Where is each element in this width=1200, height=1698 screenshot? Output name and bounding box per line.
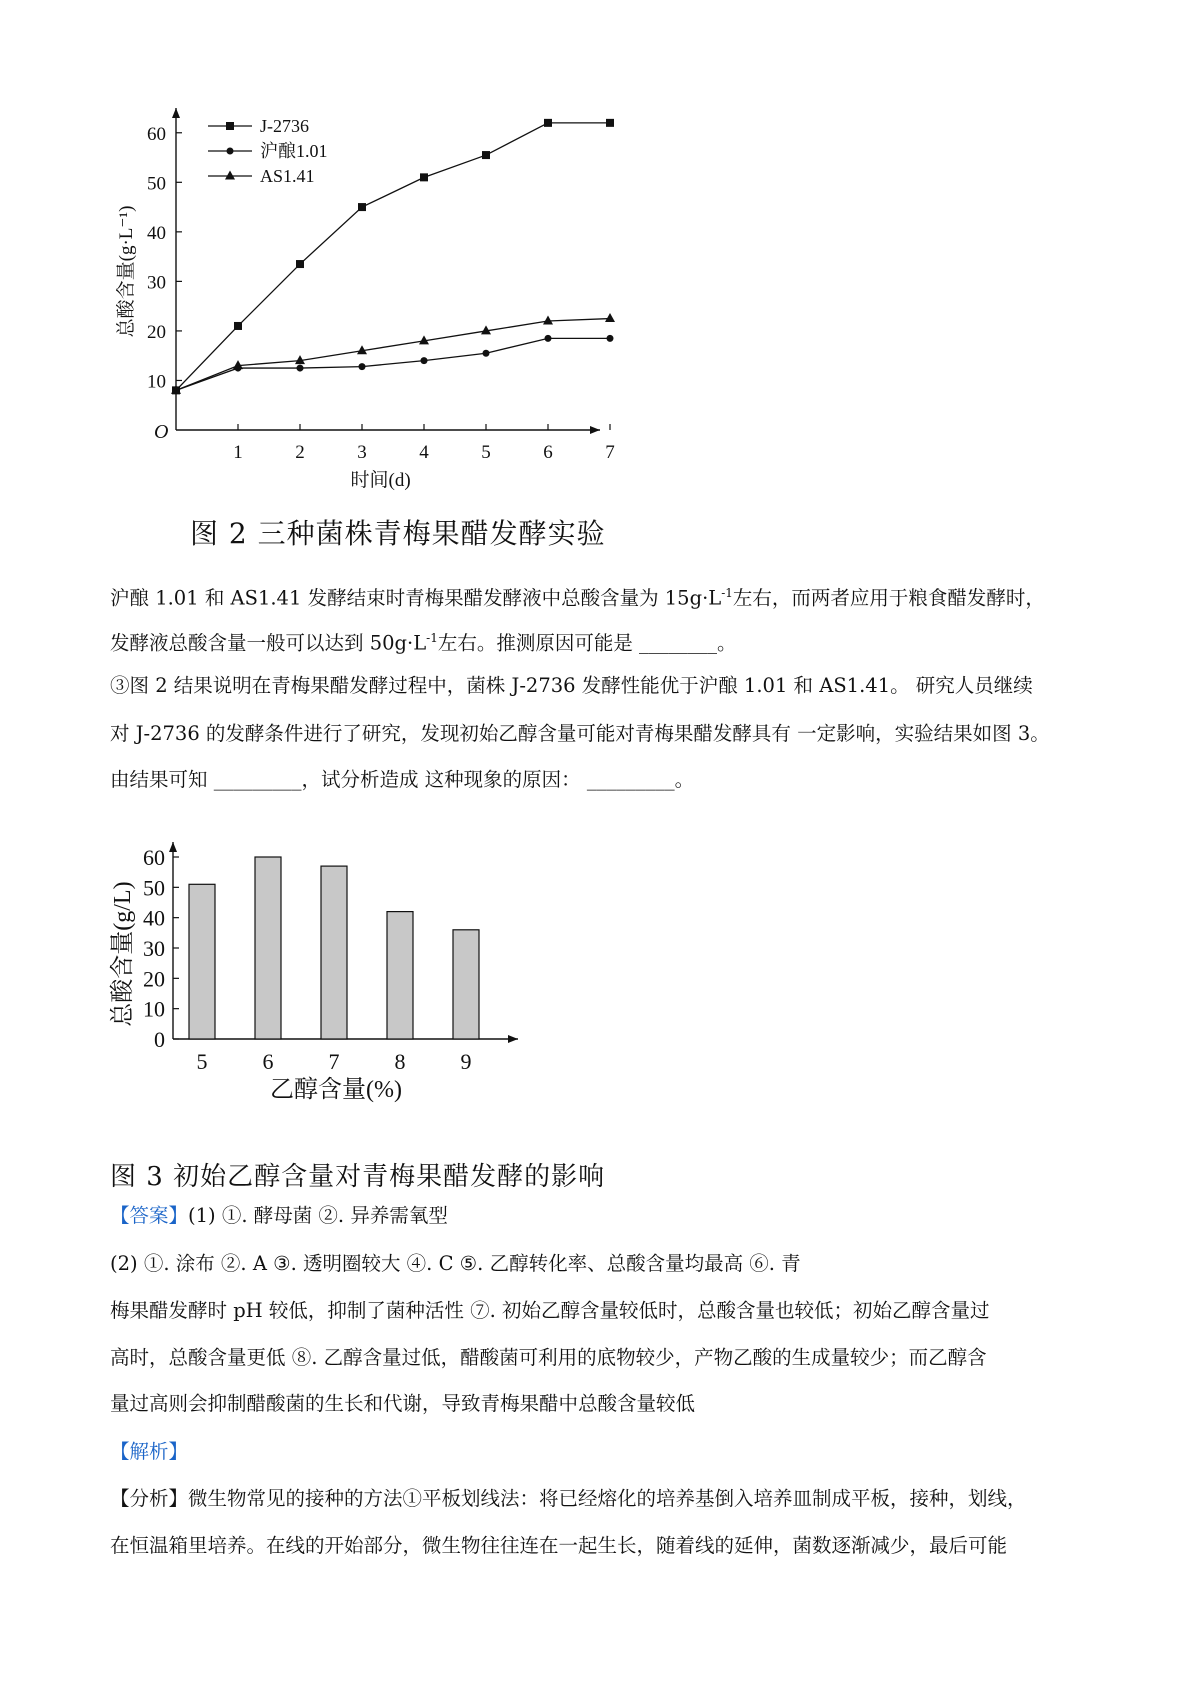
answer-label: 【答案】 (110, 1204, 189, 1227)
x-tick-label: 6 (262, 1049, 274, 1074)
y-tick-label: 0 (154, 1027, 165, 1052)
y-tick-label: 50 (143, 875, 165, 901)
fig2-caption: 图 2 三种菌株青梅果醋发酵实验 (190, 517, 606, 550)
series-line (176, 123, 610, 391)
legend-label: 沪酿1.01 (260, 141, 328, 161)
bar (387, 912, 413, 1039)
legend-marker (225, 171, 235, 180)
answer-line-1-text: (1) ①. 酵母菌 ②. 异养需氧型 (188, 1204, 448, 1227)
paragraph-2-a: 发酵液总酸含量一般可以达到 50g·L (110, 631, 427, 655)
series-circle (173, 141, 614, 394)
data-point (483, 350, 490, 357)
bar (321, 866, 347, 1039)
x-tick-label: 5 (481, 442, 491, 463)
analysis-line-1: 【分析】微生物常见的接种的方法①平板划线法：将已经熔化的培养基倒入培养皿制成平板，接种，划线， (110, 1487, 1027, 1510)
paragraph-1-a: 沪酿 1.01 和 AS1.41 发酵结束时青梅果醋发酵液中总酸含量为 15g·L (110, 586, 722, 610)
x-tick-label: 5 (196, 1049, 208, 1074)
paragraph-2-b: 左右。推测原因可能是 ________。 (437, 631, 737, 655)
data-point (543, 316, 553, 325)
answer-line-2: (2) ①. 涂布 ②. A ③. 透明圈较大 ④. C ⑤. 乙醇转化率、总酸含量均最高 ⑥. 青 (110, 1252, 801, 1275)
answer-line-3: 梅果醋发酵时 pH 较低，抑制了菌种活性 ⑦. 初始乙醇含量较低时，总酸含量也较低；初始乙醇含量过 (110, 1299, 990, 1322)
data-point (545, 335, 552, 342)
legend-label: AS1.41 (260, 166, 315, 186)
data-point (544, 119, 552, 127)
y-tick-label: 20 (143, 966, 165, 992)
paragraph-2 (110, 625, 1100, 657)
data-point (607, 335, 614, 342)
bar (255, 857, 281, 1039)
x-axis-arrow (508, 1035, 518, 1043)
x-tick-label: 8 (394, 1049, 406, 1074)
paragraph-1-sup: -1 (721, 586, 733, 600)
data-point (234, 322, 242, 330)
origin-label: O (154, 421, 169, 443)
data-point (358, 203, 366, 211)
y-tick-label: 60 (147, 123, 166, 145)
legend-marker (227, 148, 234, 155)
x-tick-label: 1 (233, 442, 243, 463)
paragraph-3: ③图 2 结果说明在青梅果醋发酵过程中，菌株 J-2736 发酵性能优于沪酿 1.01 和 AS1.41。 研究人员继续 (110, 674, 1033, 697)
x-axis-label: 时间(d) (350, 470, 411, 491)
series-triangle (171, 166, 615, 394)
y-tick-label: 20 (147, 321, 166, 343)
y-tick-label: 40 (147, 222, 166, 244)
answer-line-5: 量过高则会抑制醋酸菌的生长和代谢，导致青梅果醋中总酸含量较低 (110, 1392, 696, 1415)
data-point (359, 363, 366, 370)
data-point (482, 151, 490, 159)
paragraph-4: 对 J-2736 的发酵条件进行了研究，发现初始乙醇含量可能对青梅果醋发酵具有 一定影响，实验结果如图 3。 (110, 722, 1050, 745)
paragraph-1-b: 左右，而两者应用于粮食醋发酵时， (732, 586, 1045, 610)
bar (453, 930, 479, 1039)
y-tick-label: 30 (147, 272, 166, 294)
answer-line-1 (110, 1202, 1100, 1229)
y-tick-label: 10 (143, 996, 165, 1022)
paragraph-2-sup: -1 (426, 631, 438, 645)
paragraph-5: 由结果可知 _________，试分析造成 这种现象的原因： _________。 (110, 768, 695, 791)
data-point (605, 313, 615, 322)
data-point (420, 173, 428, 181)
x-axis-arrow (590, 426, 600, 434)
y-axis-label: 总酸含量(g·L⁻¹) (116, 205, 137, 338)
y-axis-label: 总酸含量(g/L) (110, 881, 136, 1027)
y-axis-arrow (172, 108, 180, 118)
legend-marker (226, 122, 234, 130)
bar (189, 884, 215, 1039)
analysis-line-2: 在恒温箱里培养。在线的开始部分，微生物往往连在一起生长，随着线的延伸，菌数逐渐减少，最后可能 (110, 1534, 1008, 1557)
x-tick-label: 6 (543, 442, 553, 463)
x-tick-label: 3 (357, 442, 367, 463)
x-tick-label: 7 (328, 1049, 340, 1074)
data-point (233, 360, 243, 369)
y-axis-arrow (169, 842, 177, 852)
analysis-label: 【解析】 (110, 1440, 189, 1463)
fig3-caption: 图 3 初始乙醇含量对青梅果醋发酵的影响 (110, 1162, 606, 1192)
x-tick-label: 9 (460, 1049, 472, 1074)
series-square (172, 116, 614, 394)
y-tick-label: 50 (147, 173, 166, 195)
paragraph-1 (110, 580, 1100, 612)
x-axis-label: 乙醇含量(%) (270, 1077, 402, 1103)
x-tick-label: 2 (295, 442, 305, 463)
fig3-bar-chart (100, 790, 580, 1160)
fig2-line-chart (100, 100, 680, 510)
y-tick-label: 30 (143, 936, 165, 961)
data-point (296, 260, 304, 268)
x-tick-label: 7 (605, 442, 615, 463)
y-tick-label: 40 (143, 905, 165, 931)
data-point (421, 357, 428, 364)
y-tick-label: 10 (147, 371, 166, 393)
data-point (606, 119, 614, 127)
x-tick-label: 4 (419, 442, 429, 463)
answer-line-4: 高时，总酸含量更低 ⑧. 乙醇含量过低，醋酸菌可利用的底物较少，产物乙酸的生成量较少；而乙醇含 (110, 1346, 987, 1369)
legend-label: J-2736 (260, 116, 309, 136)
y-tick-label: 60 (143, 845, 165, 870)
data-point (297, 365, 304, 372)
